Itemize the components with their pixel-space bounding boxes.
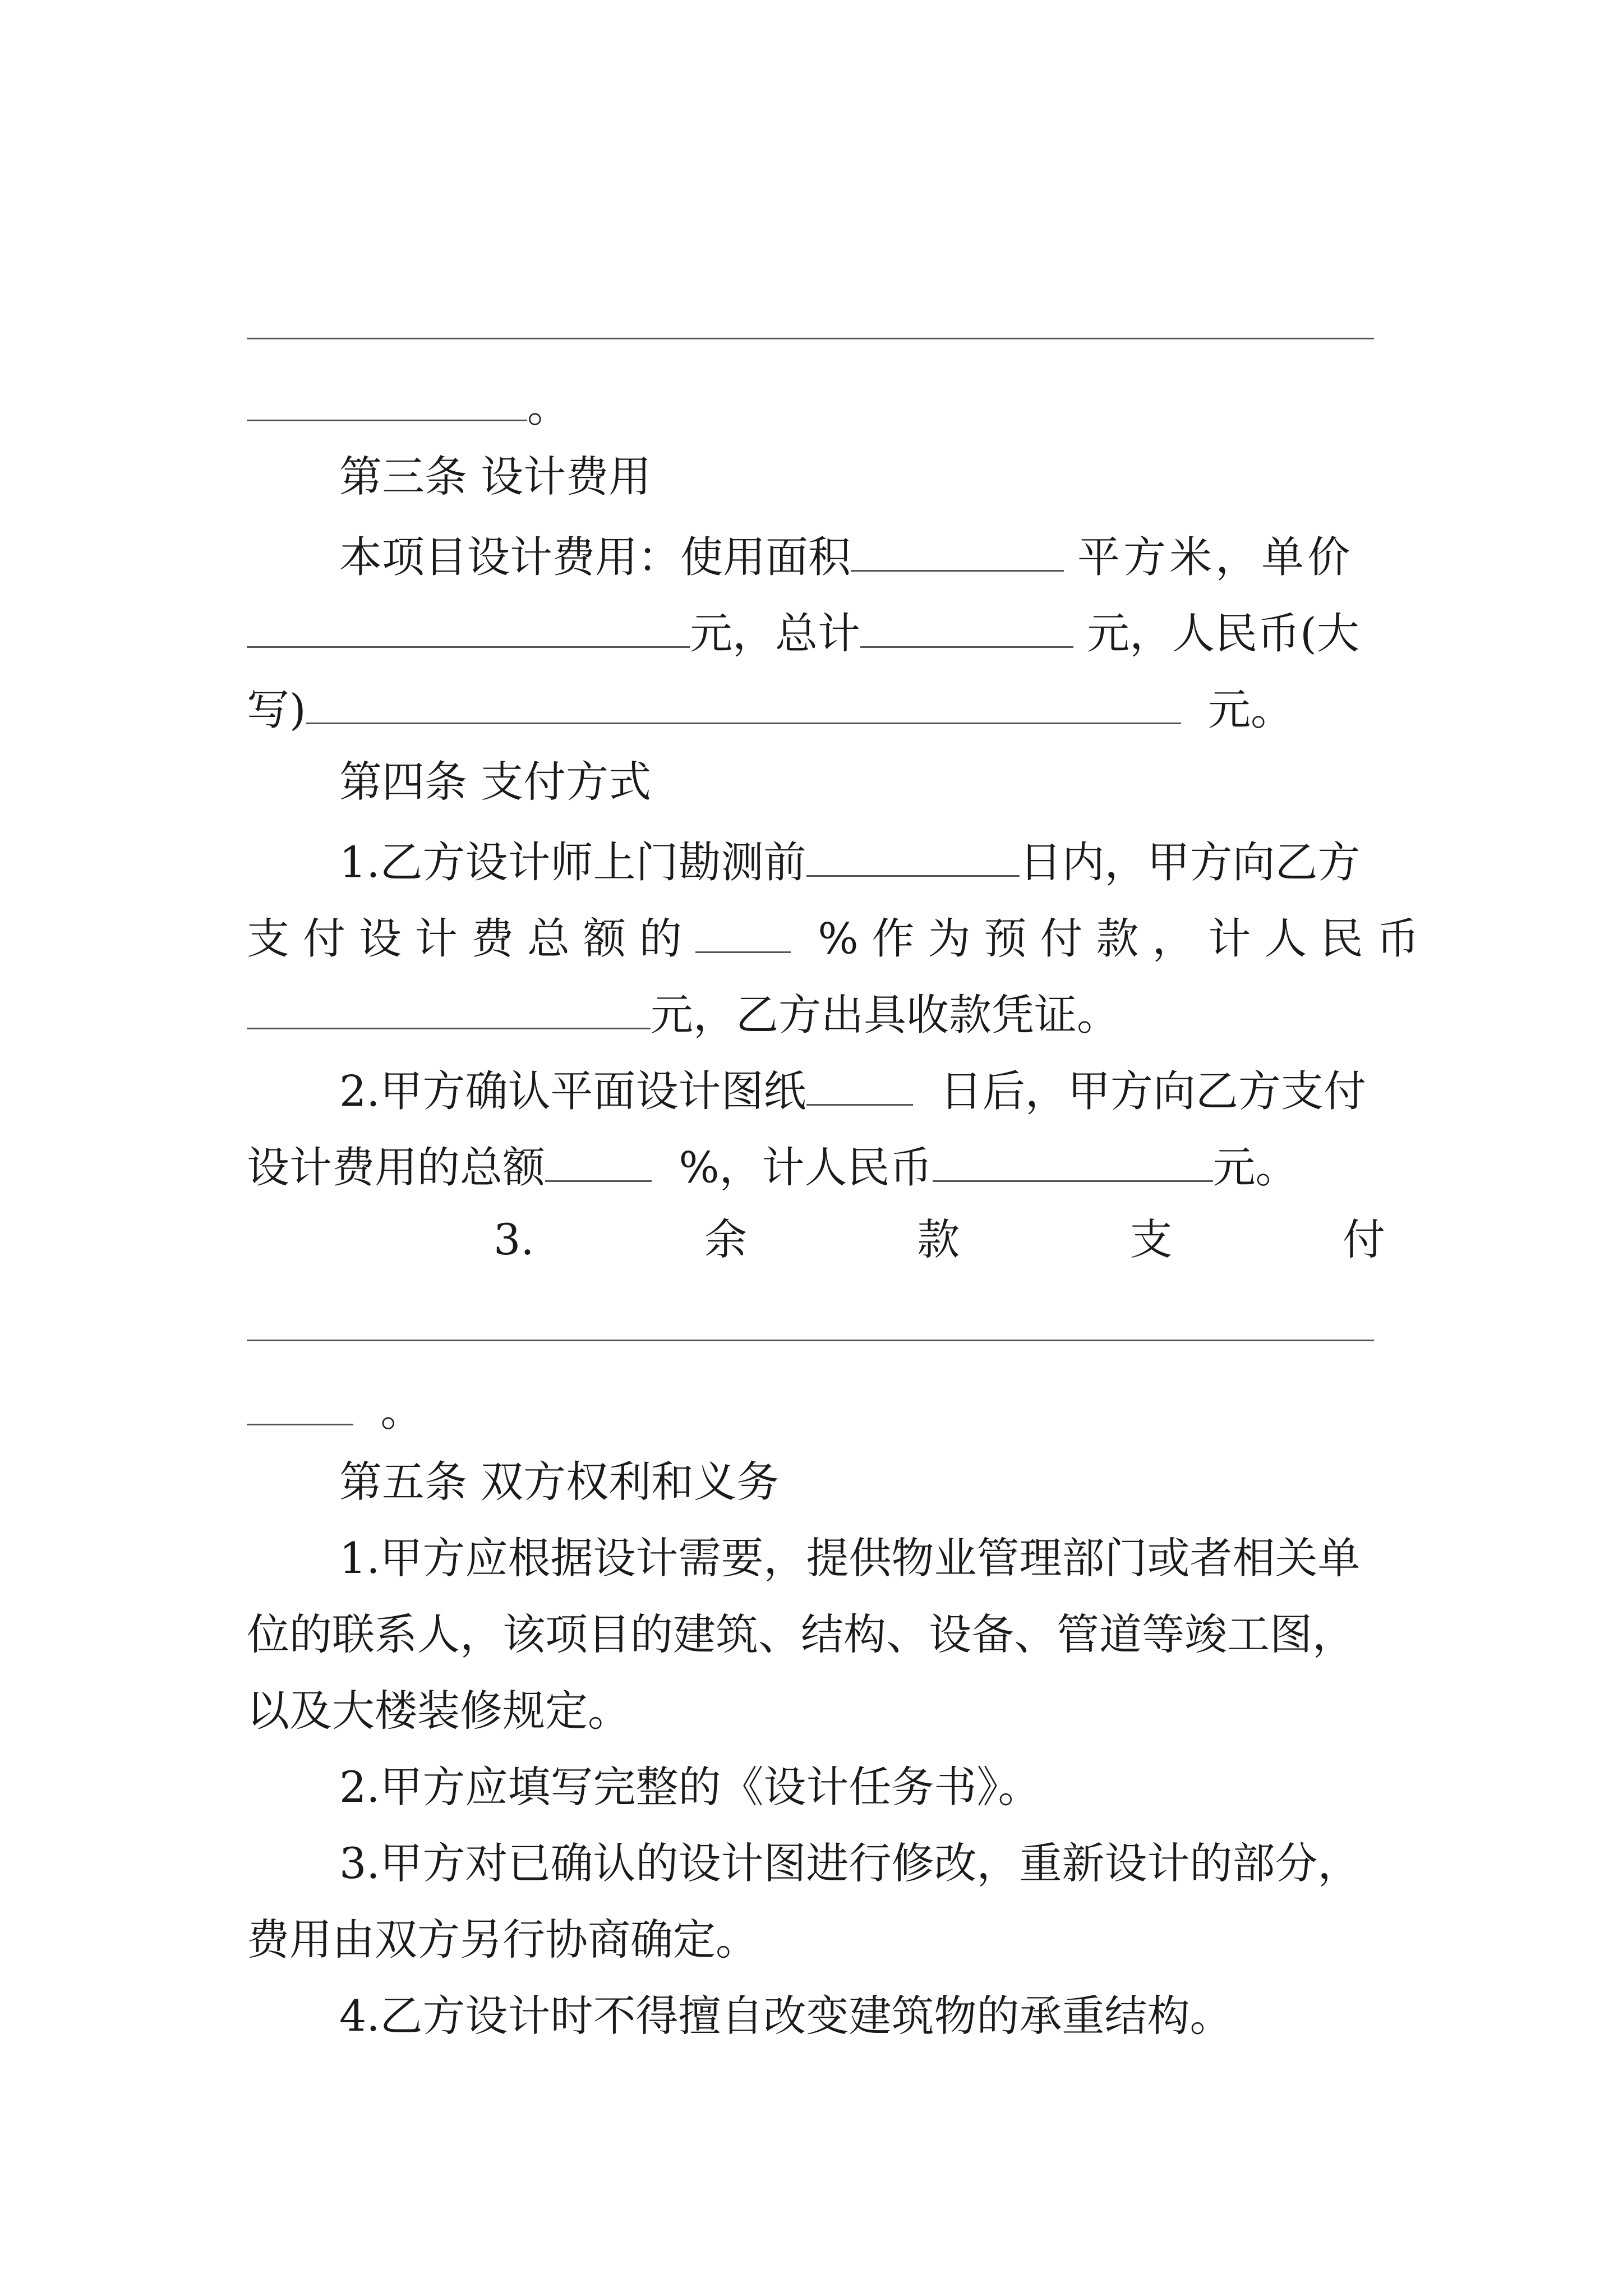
period: 。 <box>380 1386 423 1436</box>
text-line <box>339 837 1361 887</box>
fill-blank <box>860 608 1073 648</box>
section-title: 第四条 支付方式 <box>339 757 652 807</box>
text-segment: 日后，甲方向乙方支付 <box>939 1066 1366 1116</box>
text-segment: 写) <box>247 684 306 735</box>
text-segment: 本项目设计费用：使用面积 <box>339 532 851 582</box>
fill-blank <box>247 381 527 421</box>
fill-blank <box>247 1386 353 1425</box>
text-line <box>247 381 570 432</box>
section-title: 第五条 双方权利和义务 <box>339 1457 780 1507</box>
text-segment: 3. <box>494 1214 534 1264</box>
text-segment: 款 <box>917 1214 960 1264</box>
text-line <box>247 1386 423 1436</box>
fill-blank <box>247 608 690 648</box>
fill-blank <box>695 913 791 953</box>
text-line: 以及大楼装修规定。 <box>247 1686 630 1736</box>
fill-blank <box>806 1066 913 1106</box>
text-segment: 设计费用的总额 <box>247 1142 545 1193</box>
text-segment: 支 <box>1129 1214 1173 1264</box>
fill-blank <box>545 1142 652 1182</box>
text-segment: 元，人民币(大 <box>1087 608 1359 659</box>
text-segment: 元，乙方出具收款凭证。 <box>651 990 1119 1040</box>
text-segment: 支付设计费总额的 <box>247 913 695 964</box>
text-line <box>247 684 1293 735</box>
text-line <box>247 608 1359 659</box>
fill-blank <box>806 837 1020 877</box>
fill-blank-line <box>247 338 1374 339</box>
fill-blank <box>933 1142 1213 1182</box>
text-line <box>247 913 1433 964</box>
text-line <box>339 1066 1366 1116</box>
text-line: 1.甲方应根据设计需要，提供物业管理部门或者相关单 <box>339 1533 1361 1583</box>
section-title: 第三条 设计费用 <box>339 452 652 501</box>
text-line: 2.甲方应填写完整的《设计任务书》。 <box>339 1762 1041 1812</box>
text-segment: %，计人民币 <box>679 1142 933 1193</box>
text-segment: 平方米，单价 <box>1077 532 1354 582</box>
text-segment: 余 <box>704 1214 747 1264</box>
justified-line <box>247 1214 1385 1264</box>
text-line <box>247 990 1119 1040</box>
text-segment: 元。 <box>1212 1142 1298 1193</box>
text-segment: 日内，甲方向乙方 <box>1019 837 1361 887</box>
text-segment: 元。 <box>1207 684 1293 735</box>
text-line <box>247 1142 1298 1193</box>
text-segment: 1.乙方设计师上门勘测前 <box>339 837 806 887</box>
text-line: 费用由双方另行协商确定。 <box>247 1915 758 1964</box>
text-segment: 2.甲方确认平面设计图纸 <box>339 1066 806 1116</box>
fill-blank <box>851 532 1064 572</box>
period: 。 <box>527 381 570 432</box>
text-line: 3.甲方对已确认的设计图进行修改，重新设计的部分， <box>339 1838 1361 1888</box>
text-line <box>339 532 1354 582</box>
text-segment: %作为预付款，计人民币 <box>818 913 1433 964</box>
fill-blank <box>306 684 1181 724</box>
text-segment: 付 <box>1342 1214 1385 1264</box>
fill-blank <box>247 990 651 1029</box>
text-segment: 元，总计 <box>690 608 860 659</box>
text-line: 位的联系人，该项目的建筑、结构、设备、管道等竣工图， <box>247 1609 1355 1659</box>
fill-blank-line <box>247 1340 1374 1341</box>
text-line: 4.乙方设计时不得擅自改变建筑物的承重结构。 <box>339 1991 1233 2041</box>
